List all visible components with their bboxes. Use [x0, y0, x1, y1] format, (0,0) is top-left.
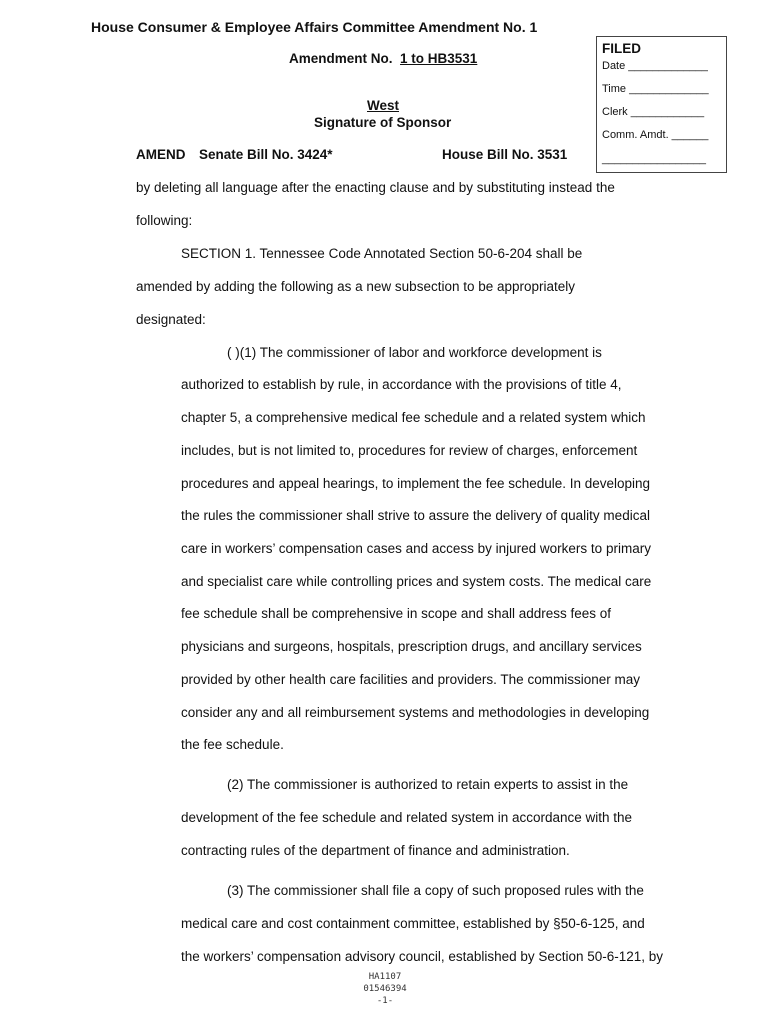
body-line: amended by adding the following as a new subsection to be appropriately [136, 279, 576, 294]
filed-comm-amdt: Comm. Amdt. ______ [602, 129, 709, 141]
subsection-1-start: ( )(1) The commissioner of labor and workforce development is [227, 345, 602, 360]
filed-blank-line: _________________ [602, 153, 707, 165]
filed-clerk: Clerk ____________ [602, 106, 705, 118]
body-line: medical care and cost containment committee, established by §50-6-125, and [181, 916, 645, 931]
body-line: provided by other health care facilities and providers. The commissioner may [181, 672, 640, 687]
body-line: consider any and all reimbursement systems and methodologies in developing [181, 705, 650, 720]
filed-stamp-box [596, 36, 727, 173]
footer-code-2: 01546394 [363, 984, 407, 994]
body-line: the workers’ compensation advisory council, established by Section 50-6-121, by [181, 949, 664, 964]
committee-title: House Consumer & Employee Affairs Committee Amendment No. 1 [91, 19, 538, 35]
page-number: -1- [376, 996, 394, 1006]
body-line: the fee schedule. [181, 737, 284, 752]
body-line: designated: [136, 312, 206, 327]
senate-bill: Senate Bill No. 3424* [199, 147, 333, 162]
amend-label: AMEND [136, 147, 186, 162]
subsection-2-start: (2) The commissioner is authorized to retain experts to assist in the [227, 777, 629, 792]
subsection-3-start: (3) The commissioner shall file a copy of such proposed rules with the [227, 883, 644, 898]
amendment-ref: 1 to HB3531 [400, 51, 478, 66]
body-line: chapter 5, a comprehensive medical fee schedule and a related system which [181, 410, 646, 425]
body-line: procedures and appeal hearings, to implement the fee schedule. In developing [181, 476, 651, 491]
sponsor-name: West [367, 98, 400, 113]
body-line: authorized to establish by rule, in accordance with the provisions of title 4, [181, 377, 622, 392]
body-line: care in workers’ compensation cases and access by injured workers to primary [181, 541, 651, 556]
body-line: contracting rules of the department of finance and administration. [181, 843, 570, 858]
body-line: physicians and surgeons, hospitals, prescription drugs, and ancillary services [181, 639, 642, 654]
amendment-prefix: Amendment No. [289, 51, 393, 66]
body-line: following: [136, 213, 193, 228]
filed-time: Time _____________ [602, 83, 709, 95]
amendment-line [289, 51, 477, 66]
body-line: the rules the commissioner shall strive to assure the delivery of quality medical [181, 508, 650, 523]
sponsor-caption: Signature of Sponsor [314, 115, 452, 130]
footer-code-1: HA1107 [368, 972, 402, 982]
body-line: includes, but is not limited to, procedures for review of charges, enforcement [181, 443, 638, 458]
filed-title: FILED [602, 41, 641, 56]
body-line: development of the fee schedule and related system in accordance with the [181, 810, 633, 825]
body-line: and specialist care while controlling prices and system costs. The medical care [181, 574, 652, 589]
body-line: by deleting all language after the enacting clause and by substituting instead the [136, 180, 615, 195]
house-bill: House Bill No. 3531 [442, 147, 568, 162]
section-heading: SECTION 1. Tennessee Code Annotated Section 50-6-204 shall be [181, 246, 583, 261]
filed-date: Date _____________ [602, 60, 708, 72]
body-line: fee schedule shall be comprehensive in scope and shall address fees of [181, 606, 612, 621]
